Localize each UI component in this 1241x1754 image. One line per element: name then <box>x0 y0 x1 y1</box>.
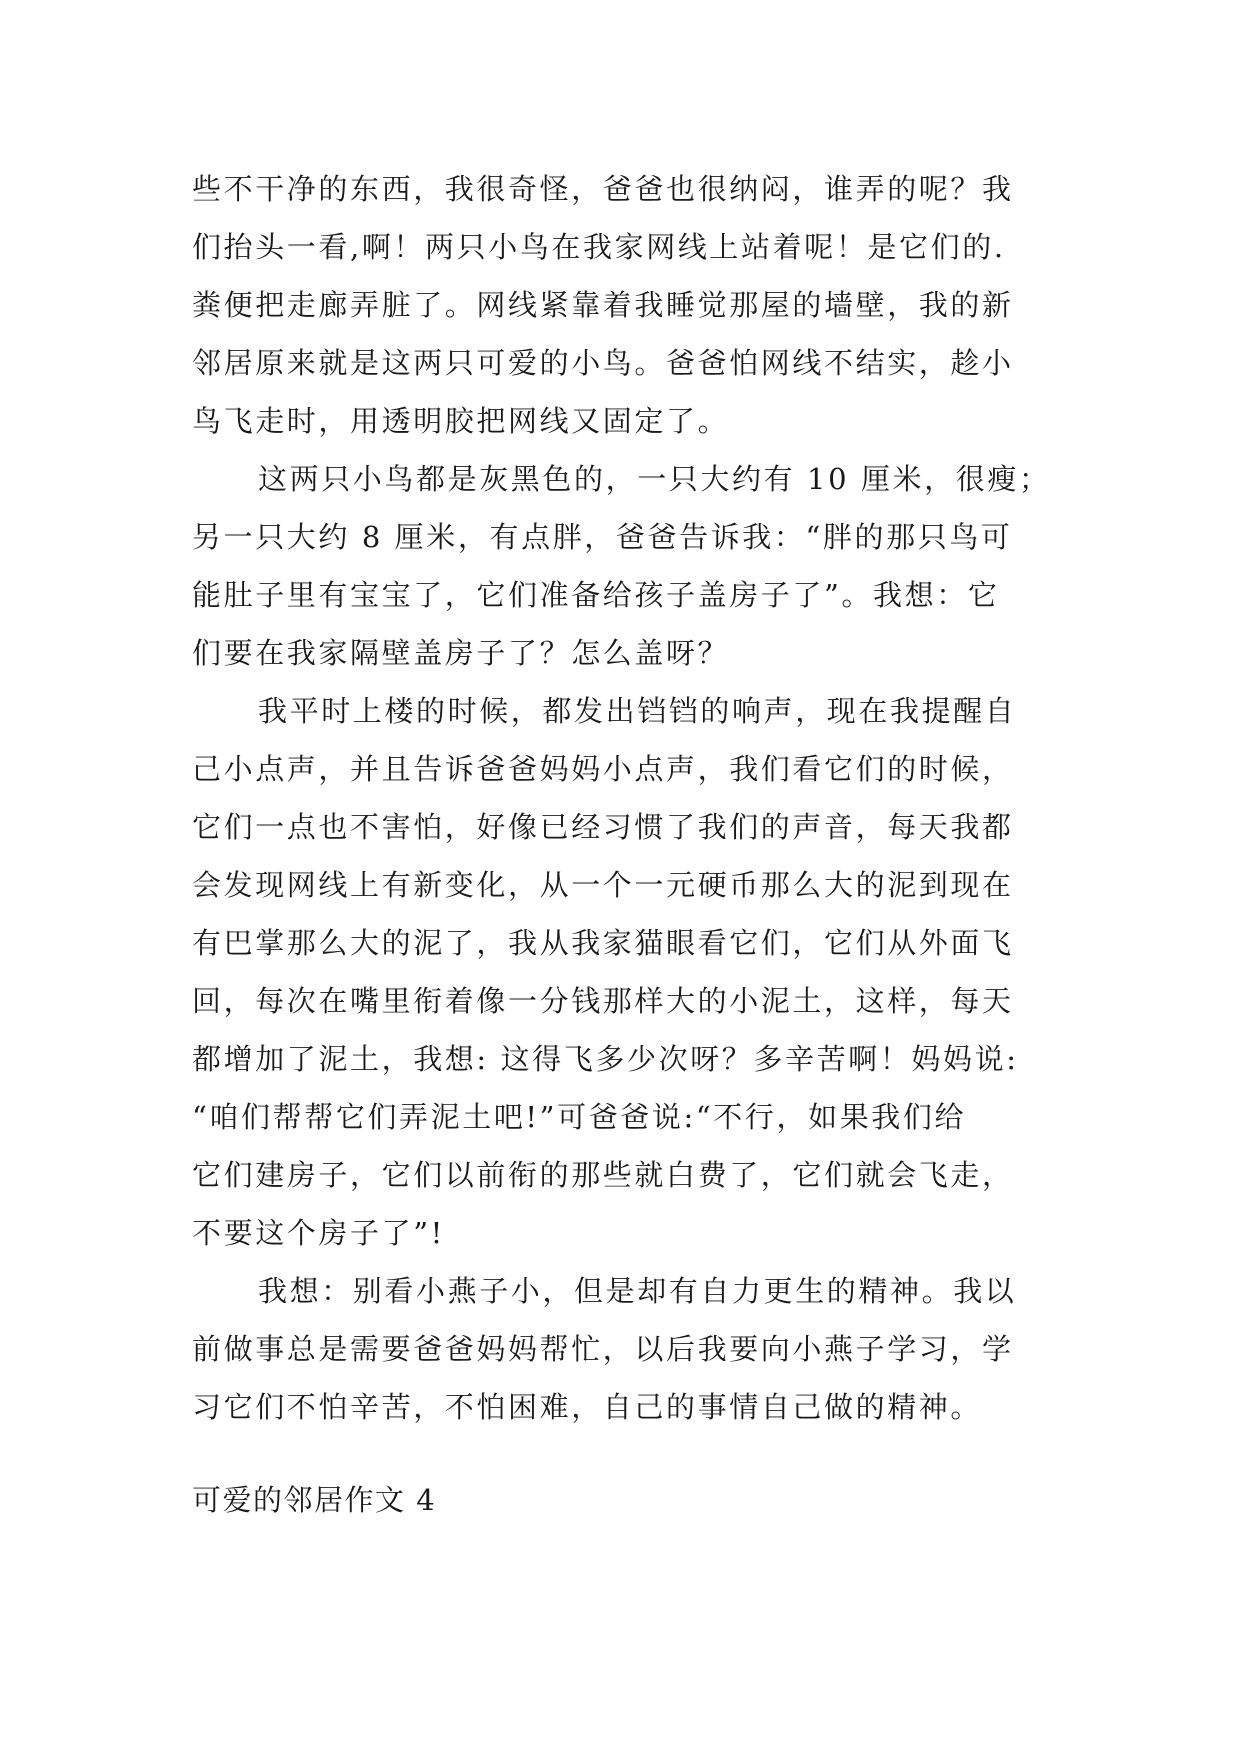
paragraph-start-line: 我想：别看小燕子小，但是却有自力更生的精神。我以 <box>258 1274 1017 1308</box>
text-line: 己小点声，并且告诉爸爸妈妈小点声，我们看它们的时候， <box>192 752 1014 786</box>
text-line: 回，每次在嘴里衔着像一分钱那样大的小泥土，这样，每天 <box>192 984 1014 1018</box>
text-line: 都增加了泥土，我想: 这得飞多少次呀？多辛苦啊！妈妈说: <box>192 1042 1019 1076</box>
text-line: 能肚子里有宝宝了，它们准备给孩子盖房子了”。我想：它 <box>192 578 1000 612</box>
text-line: 粪便把走廊弄脏了。网线紧靠着我睡觉那屋的墙壁，我的新 <box>192 288 1014 322</box>
text-line: “咱们帮帮它们弄泥土吧!”可爸爸说:“不行，如果我们给 <box>192 1100 967 1134</box>
section-heading: 可爱的邻居作文 4 <box>192 1483 437 1517</box>
text-line: 它们一点也不害怕，好像已经习惯了我们的声音，每天我都 <box>192 810 1014 844</box>
text-line: 不要这个房子了”! <box>192 1216 445 1250</box>
text-line: 它们建房子，它们以前衔的那些就白费了，它们就会飞走， <box>192 1158 1014 1192</box>
text-line: 前做事总是需要爸爸妈妈帮忙，以后我要向小燕子学习，学 <box>192 1332 1014 1366</box>
text-line: 邻居原来就是这两只可爱的小鸟。爸爸怕网线不结实，趁小 <box>192 346 1014 380</box>
text-line: 们抬头一看,啊！两只小鸟在我家网线上站着呢！是它们的. <box>192 230 1006 264</box>
essay-body <box>192 160 1052 1436</box>
text-line: 另一只大约 8 厘米，有点胖，爸爸告诉我：“胖的那只鸟可 <box>192 520 1013 554</box>
text-line: 鸟飞走时，用透明胶把网线又固定了。 <box>192 404 730 438</box>
paragraph-start-line: 这两只小鸟都是灰黑色的，一只大约有 10 厘米，很瘦； <box>258 462 1051 496</box>
text-line: 们要在我家隔壁盖房子了？怎么盖呀？ <box>192 636 730 670</box>
text-line: 会发现网线上有新变化，从一个一元硬币那么大的泥到现在 <box>192 868 1014 902</box>
text-line: 有巴掌那么大的泥了，我从我家猫眼看它们，它们从外面飞 <box>192 926 1014 960</box>
paragraph-start-line: 我平时上楼的时候，都发出铛铛的响声，现在我提醒自 <box>258 694 1017 728</box>
text-line: 些不干净的东西，我很奇怪，爸爸也很纳闷，谁弄的呢？我 <box>192 172 1014 206</box>
text-line: 习它们不怕辛苦，不怕困难，自己的事情自己做的精神。 <box>192 1390 983 1424</box>
